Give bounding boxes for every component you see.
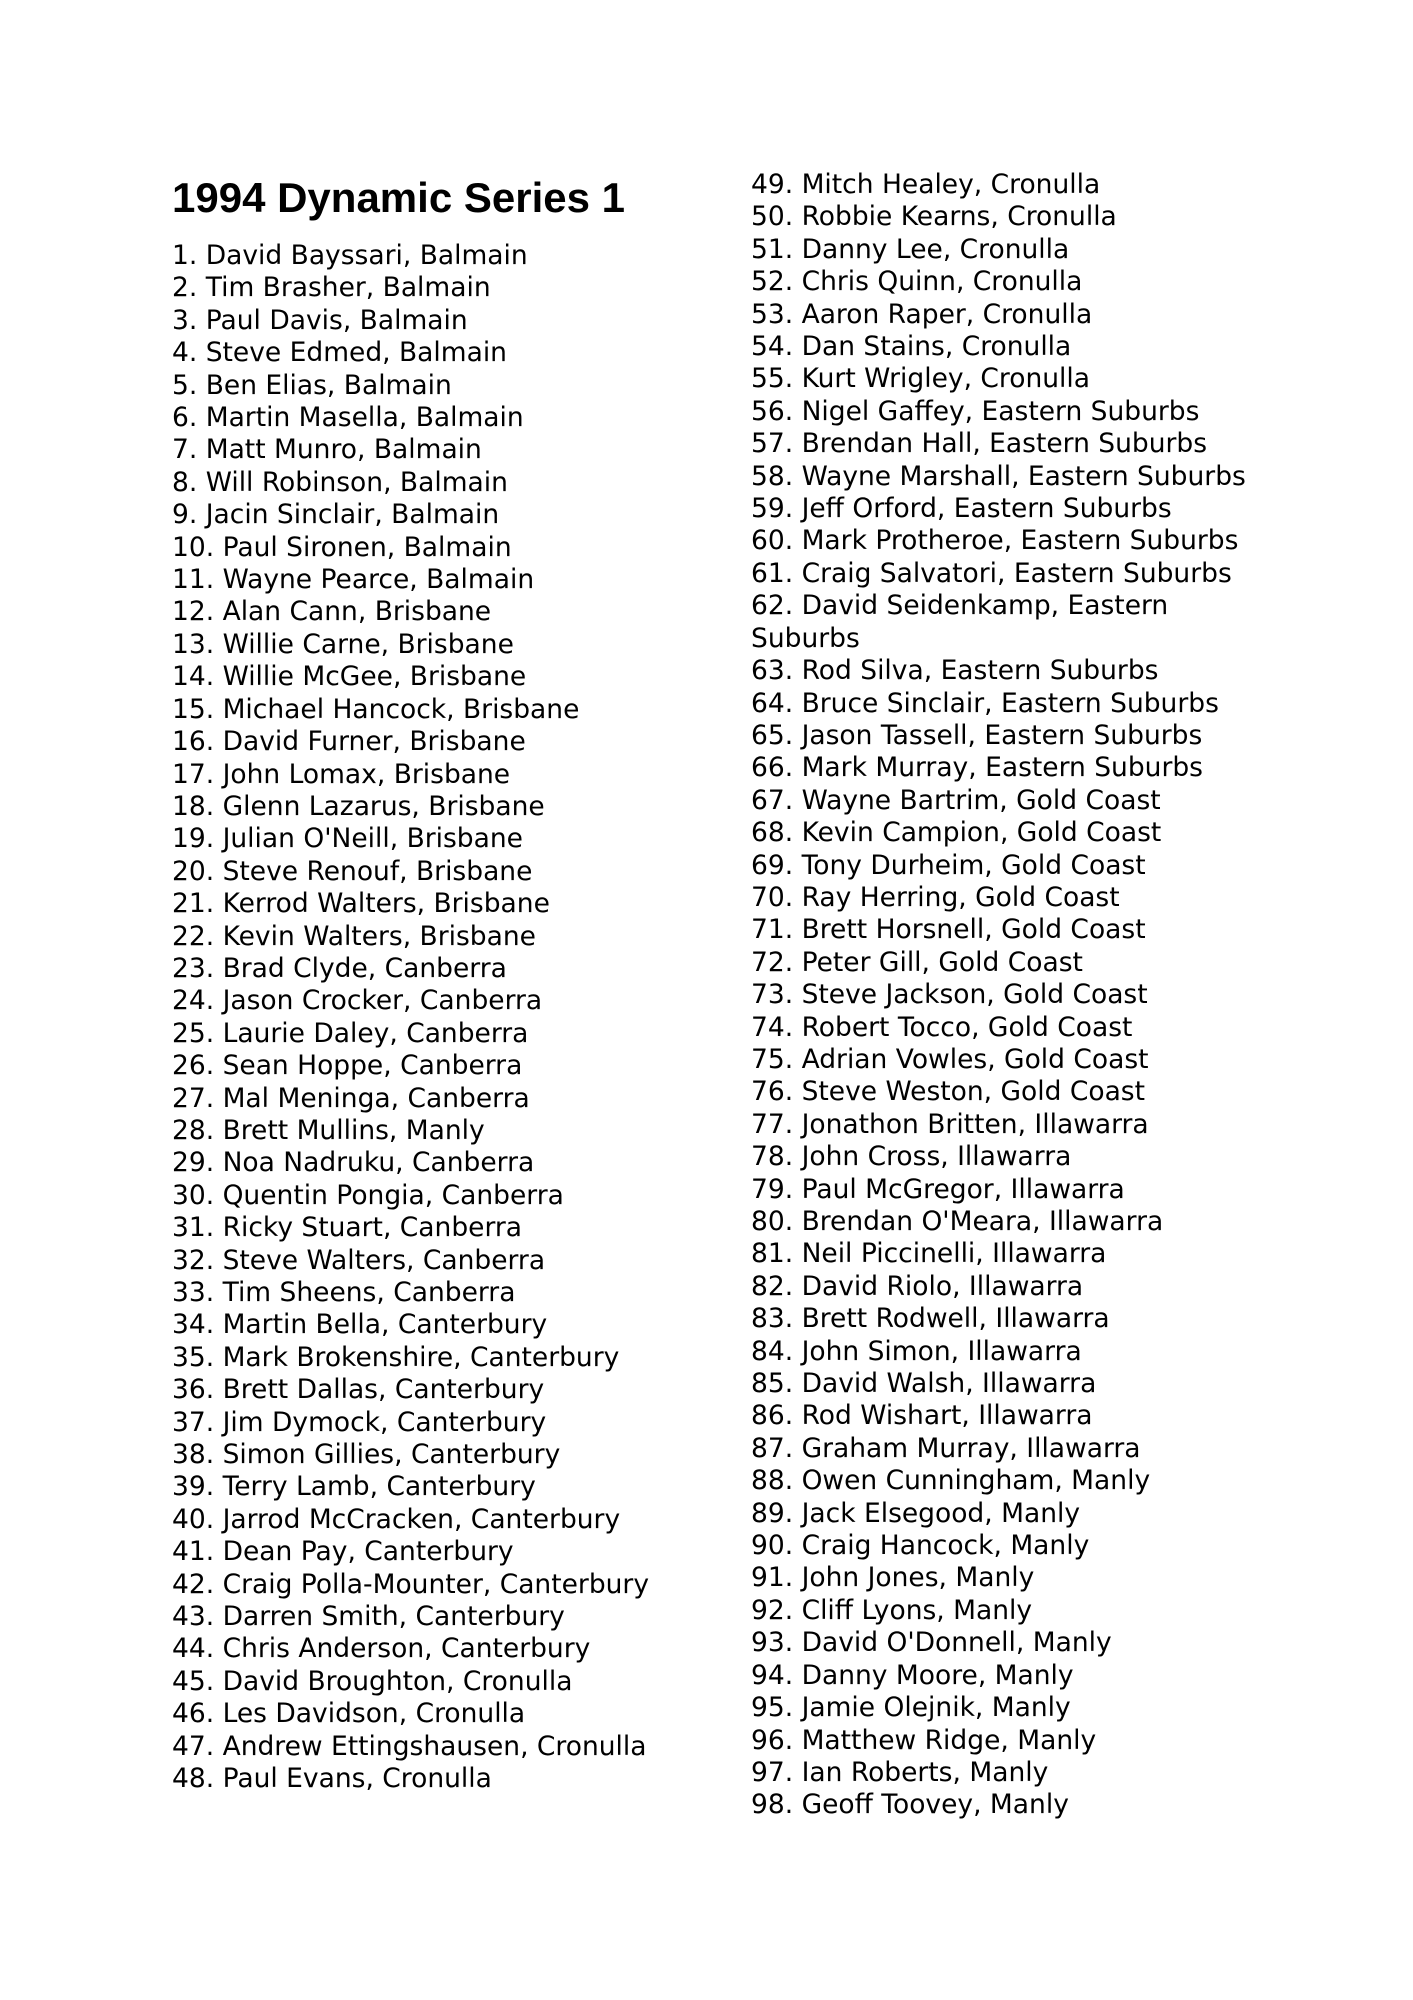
- checklist-item: 91. John Jones, Manly: [751, 1562, 1035, 1594]
- checklist-item: 63. Rod Silva, Eastern Suburbs: [751, 655, 1159, 687]
- checklist-item: 39. Terry Lamb, Canterbury: [172, 1471, 536, 1503]
- checklist-item: 11. Wayne Pearce, Balmain: [172, 564, 535, 596]
- checklist-item: 32. Steve Walters, Canberra: [172, 1244, 546, 1276]
- checklist-item: 70. Ray Herring, Gold Coast: [751, 881, 1120, 913]
- checklist-item: 94. Danny Moore, Manly: [751, 1659, 1074, 1691]
- checklist-item: 1. David Bayssari, Balmain: [172, 240, 528, 271]
- checklist-item: 27. Mal Meninga, Canberra: [172, 1082, 530, 1114]
- checklist-item: 82. David Riolo, Illawarra: [751, 1270, 1084, 1302]
- checklist-item: 90. Craig Hancock, Manly: [751, 1530, 1090, 1562]
- checklist-item: 73. Steve Jackson, Gold Coast: [751, 979, 1148, 1011]
- checklist-item: 22. Kevin Walters, Brisbane: [172, 920, 536, 952]
- checklist-item: 96. Matthew Ridge, Manly: [751, 1724, 1097, 1756]
- checklist-item: 21. Kerrod Walters, Brisbane: [172, 888, 550, 920]
- checklist-item: 83. Brett Rodwell, Illawarra: [751, 1303, 1110, 1335]
- checklist-item: 3. Paul Davis, Balmain: [172, 304, 468, 336]
- checklist-item: 74. Robert Tocco, Gold Coast: [751, 1011, 1133, 1043]
- checklist-item: 95. Jamie Olejnik, Manly: [751, 1692, 1071, 1724]
- checklist-item: 9. Jacin Sinclair, Balmain: [172, 499, 500, 531]
- checklist-right-column: [751, 169, 1311, 1822]
- checklist-item: 14. Willie McGee, Brisbane: [172, 661, 527, 693]
- checklist-item: 2. Tim Brasher, Balmain: [172, 272, 491, 304]
- checklist-item: 8. Will Robinson, Balmain: [172, 466, 508, 498]
- checklist-item: 35. Mark Brokenshire, Canterbury: [172, 1341, 620, 1373]
- checklist-item: 16. David Furner, Brisbane: [172, 726, 526, 758]
- checklist-item: 71. Brett Horsnell, Gold Coast: [751, 914, 1146, 946]
- checklist-item: 89. Jack Elsegood, Manly: [751, 1497, 1081, 1529]
- checklist-item: 42. Craig Polla-Mounter, Canterbury: [172, 1568, 650, 1600]
- checklist-item: 66. Mark Murray, Eastern Suburbs: [751, 752, 1203, 784]
- checklist-item: 40. Jarrod McCracken, Canterbury: [172, 1503, 621, 1535]
- checklist-item: 69. Tony Durheim, Gold Coast: [751, 849, 1146, 881]
- checklist-item: 68. Kevin Campion, Gold Coast: [751, 817, 1162, 849]
- checklist-item: 30. Quentin Pongia, Canberra: [172, 1179, 564, 1211]
- checklist-item: 80. Brendan O'Meara, Illawarra: [751, 1206, 1164, 1237]
- checklist-item: 47. Andrew Ettingshausen, Cronulla: [172, 1730, 647, 1762]
- checklist-item: 98. Geoff Toovey, Manly: [751, 1789, 1069, 1821]
- checklist-item: 43. Darren Smith, Canterbury: [172, 1601, 565, 1633]
- checklist-item: 72. Peter Gill, Gold Coast: [751, 946, 1083, 978]
- checklist-item: 62. David Seidenkamp, Eastern Suburbs: [751, 590, 1169, 654]
- checklist-item: 37. Jim Dymock, Canterbury: [172, 1406, 547, 1438]
- checklist-item: 4. Steve Edmed, Balmain: [172, 337, 507, 369]
- checklist-item: 59. Jeff Orford, Eastern Suburbs: [751, 493, 1172, 525]
- checklist-item: 86. Rod Wishart, Illawarra: [751, 1400, 1093, 1432]
- checklist-item: 92. Cliff Lyons, Manly: [751, 1594, 1033, 1626]
- checklist-item: 88. Owen Cunningham, Manly: [751, 1465, 1151, 1497]
- checklist-item: 29. Noa Nadruku, Canberra: [172, 1147, 535, 1179]
- checklist-item: 44. Chris Anderson, Canterbury: [172, 1633, 591, 1665]
- checklist-item: 93. David O'Donnell, Manly: [751, 1627, 1112, 1659]
- checklist-item: 51. Danny Lee, Cronulla: [751, 233, 1070, 265]
- checklist-item: 60. Mark Protheroe, Eastern Suburbs: [751, 525, 1239, 557]
- checklist-item: 34. Martin Bella, Canterbury: [172, 1309, 548, 1341]
- checklist-item: 24. Jason Crocker, Canberra: [172, 985, 543, 1017]
- checklist-item: 38. Simon Gillies, Canterbury: [172, 1439, 561, 1471]
- checklist-item: 56. Nigel Gaffey, Eastern Suburbs: [751, 395, 1200, 427]
- checklist-item: 15. Michael Hancock, Brisbane: [172, 693, 580, 725]
- checklist-item: 46. Les Davidson, Cronulla: [172, 1698, 526, 1730]
- checklist-item: 87. Graham Murray, Illawarra: [751, 1432, 1141, 1464]
- page-title: 1994 Dynamic Series 1: [172, 174, 625, 221]
- checklist-item: 26. Sean Hoppe, Canberra: [172, 1050, 523, 1082]
- checklist-item: 64. Bruce Sinclair, Eastern Suburbs: [751, 687, 1219, 719]
- checklist-item: 28. Brett Mullins, Manly: [172, 1114, 485, 1146]
- checklist-item: 20. Steve Renouf, Brisbane: [172, 855, 533, 887]
- checklist-item: 45. David Broughton, Cronulla: [172, 1665, 573, 1697]
- checklist-item: 25. Laurie Daley, Canberra: [172, 1017, 529, 1049]
- checklist-item: 18. Glenn Lazarus, Brisbane: [172, 790, 545, 822]
- checklist-item: 31. Ricky Stuart, Canberra: [172, 1212, 523, 1244]
- checklist-item: 67. Wayne Bartrim, Gold Coast: [751, 784, 1161, 816]
- checklist-left-column: [172, 240, 732, 1796]
- checklist-item: 84. John Simon, Illawarra: [751, 1335, 1082, 1367]
- checklist-item: 12. Alan Cann, Brisbane: [172, 596, 492, 628]
- checklist-item: 13. Willie Carne, Brisbane: [172, 628, 514, 660]
- checklist-item: 6. Martin Masella, Balmain: [172, 402, 524, 434]
- checklist-item: 17. John Lomax, Brisbane: [172, 758, 511, 790]
- checklist-item: 55. Kurt Wrigley, Cronulla: [751, 363, 1091, 395]
- checklist-item: 52. Chris Quinn, Cronulla: [751, 266, 1083, 298]
- checklist-item: 57. Brendan Hall, Eastern Suburbs: [751, 428, 1208, 460]
- checklist-item: 61. Craig Salvatori, Eastern Suburbs: [751, 557, 1232, 589]
- checklist-item: 75. Adrian Vowles, Gold Coast: [751, 1043, 1149, 1075]
- checklist-item: 33. Tim Sheens, Canberra: [172, 1277, 516, 1308]
- checklist-item: 85. David Walsh, Illawarra: [751, 1368, 1097, 1400]
- checklist-item: 48. Paul Evans, Cronulla: [172, 1763, 492, 1795]
- checklist-item: 97. Ian Roberts, Manly: [751, 1756, 1049, 1788]
- checklist-item: 5. Ben Elias, Balmain: [172, 369, 452, 401]
- checklist-item: 19. Julian O'Neill, Brisbane: [172, 823, 523, 855]
- checklist-item: 36. Brett Dallas, Canterbury: [172, 1374, 545, 1406]
- checklist-item: 10. Paul Sironen, Balmain: [172, 531, 512, 563]
- checklist-item: 49. Mitch Healey, Cronulla: [751, 169, 1101, 200]
- checklist-item: 78. John Cross, Illawarra: [751, 1141, 1072, 1173]
- checklist-item: 54. Dan Stains, Cronulla: [751, 331, 1072, 363]
- checklist-item: 79. Paul McGregor, Illawarra: [751, 1173, 1125, 1205]
- checklist-item: 81. Neil Piccinelli, Illawarra: [751, 1238, 1107, 1270]
- checklist-item: 76. Steve Weston, Gold Coast: [751, 1076, 1146, 1108]
- checklist-item: 65. Jason Tassell, Eastern Suburbs: [751, 719, 1203, 751]
- checklist-item: 58. Wayne Marshall, Eastern Suburbs: [751, 460, 1246, 492]
- checklist-item: 41. Dean Pay, Canterbury: [172, 1536, 514, 1568]
- checklist-item: 50. Robbie Kearns, Cronulla: [751, 201, 1117, 233]
- checklist-item: 23. Brad Clyde, Canberra: [172, 952, 507, 984]
- checklist-item: 53. Aaron Raper, Cronulla: [751, 298, 1093, 330]
- checklist-item: 77. Jonathon Britten, Illawarra: [751, 1108, 1149, 1140]
- checklist-item: 7. Matt Munro, Balmain: [172, 434, 482, 466]
